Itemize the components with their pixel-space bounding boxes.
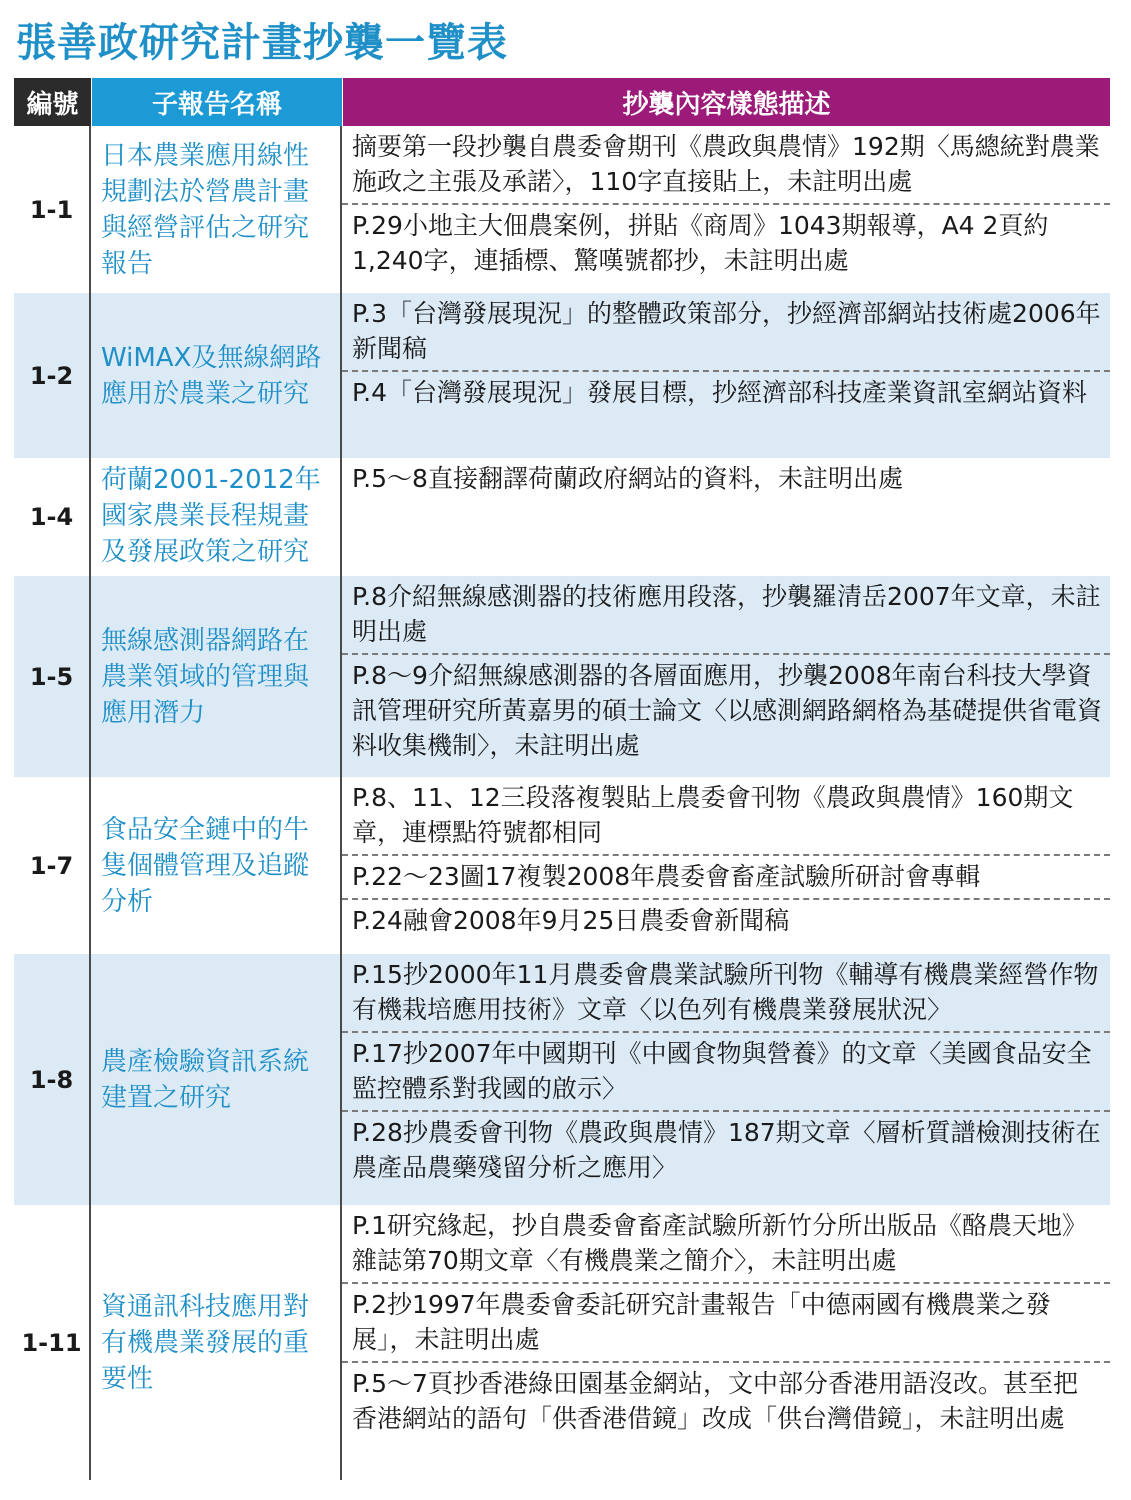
description-cell — [342, 126, 1110, 293]
description-item: P.29小地主大佃農案例，拼貼《商周》1043期報導，A4 2頁約1,240字，連插標、驚嘆號都抄，未註明出處 — [352, 211, 1049, 275]
report-name: 食品安全鏈中的牛隻個體管理及追蹤分析 — [91, 777, 342, 954]
header-report-name: 子報告名稱 — [92, 78, 342, 126]
table-row — [14, 576, 1110, 777]
description-item: 摘要第一段抄襲自農委會期刊《農政與農情》192期〈馬總統對農業施政之主張及承諾〉，110字直接貼上，未註明出處 — [342, 126, 1110, 205]
row-number: 1-7 — [14, 777, 91, 954]
table-row — [14, 954, 1110, 1205]
description-item: P.3「台灣發展現況」的整體政策部分，抄經濟部網站技術處2006年新聞稿 — [342, 293, 1110, 372]
description-item: P.22～23圖17複製2008年農委會畜產試驗所研討會專輯 — [342, 856, 1110, 900]
row-number: 1-8 — [14, 954, 91, 1205]
report-name: WiMAX及無線網路應用於農業之研究 — [91, 293, 342, 458]
description-item: P.8、11、12三段落複製貼上農委會刊物《農政與農情》160期文章，連標點符號都相同 — [342, 777, 1110, 856]
table-row — [14, 458, 1110, 576]
row-number: 1-4 — [14, 458, 91, 576]
row-number: 1-2 — [14, 293, 91, 458]
description-cell — [342, 1205, 1110, 1480]
report-name: 荷蘭2001-2012年國家農業長程規畫及發展政策之研究 — [91, 458, 342, 576]
report-name: 無線感測器網路在農業領域的管理與應用潛力 — [91, 576, 342, 777]
header-description: 抄襲內容樣態描述 — [343, 78, 1110, 126]
header-number: 編號 — [14, 78, 91, 126]
row-number: 1-1 — [14, 126, 91, 293]
plagiarism-table — [14, 78, 1110, 1480]
description-item: P.2抄1997年農委會委託研究計畫報告「中德兩國有機農業之發展」，未註明出處 — [342, 1284, 1110, 1363]
table-row — [14, 126, 1110, 293]
report-name: 資通訊科技應用對有機農業發展的重要性 — [91, 1205, 342, 1480]
description-cell — [342, 458, 1110, 576]
report-name: 日本農業應用線性規劃法於營農計畫與經營評估之研究報告 — [91, 126, 342, 293]
description-cell — [342, 954, 1110, 1205]
page-title: 張善政研究計畫抄襲一覽表 — [16, 20, 508, 66]
description-cell — [342, 777, 1110, 954]
description-item: P.24融會2008年9月25日農委會新聞稿 — [352, 906, 790, 935]
table-header — [14, 78, 1110, 126]
description-cell — [342, 293, 1110, 458]
description-item: P.4「台灣發展現況」發展目標，抄經濟部科技產業資訊室網站資料 — [352, 378, 1088, 407]
description-item: P.28抄農委會刊物《農政與農情》187期文章〈層析質譜檢測技術在農產品農藥殘留分析之應用〉 — [352, 1118, 1101, 1182]
description-item: P.17抄2007年中國期刊《中國食物與營養》的文章〈美國食品安全監控體系對我國的啟示〉 — [342, 1033, 1110, 1112]
description-item: P.15抄2000年11月農委會農業試驗所刊物《輔導有機農業經營作物有機栽培應用技術》文章〈以色列有機農業發展狀況〉 — [342, 954, 1110, 1033]
description-item: P.8介紹無線感測器的技術應用段落，抄襲羅清岳2007年文章，未註明出處 — [342, 576, 1110, 655]
description-item: P.1研究緣起，抄自農委會畜產試驗所新竹分所出版品《酪農天地》雜誌第70期文章〈有機農業之簡介〉，未註明出處 — [342, 1205, 1110, 1284]
table-row — [14, 1205, 1110, 1480]
report-name: 農產檢驗資訊系統建置之研究 — [91, 954, 342, 1205]
table-row — [14, 777, 1110, 954]
row-number: 1-11 — [14, 1205, 91, 1480]
table-row — [14, 293, 1110, 458]
description-item: P.8～9介紹無線感測器的各層面應用，抄襲2008年南台科技大學資訊管理研究所黃嘉男的碩士論文〈以感測網路網格為基礎提供省電資料收集機制〉，未註明出處 — [352, 661, 1103, 760]
description-item: P.5～7頁抄香港綠田園基金網站，文中部分香港用語沒改。甚至把香港網站的語句「供香港借鏡」改成「供台灣借鏡」，未註明出處 — [352, 1369, 1078, 1433]
description-item: P.5～8直接翻譯荷蘭政府網站的資料，未註明出處 — [352, 464, 903, 493]
description-cell — [342, 576, 1110, 777]
row-number: 1-5 — [14, 576, 91, 777]
